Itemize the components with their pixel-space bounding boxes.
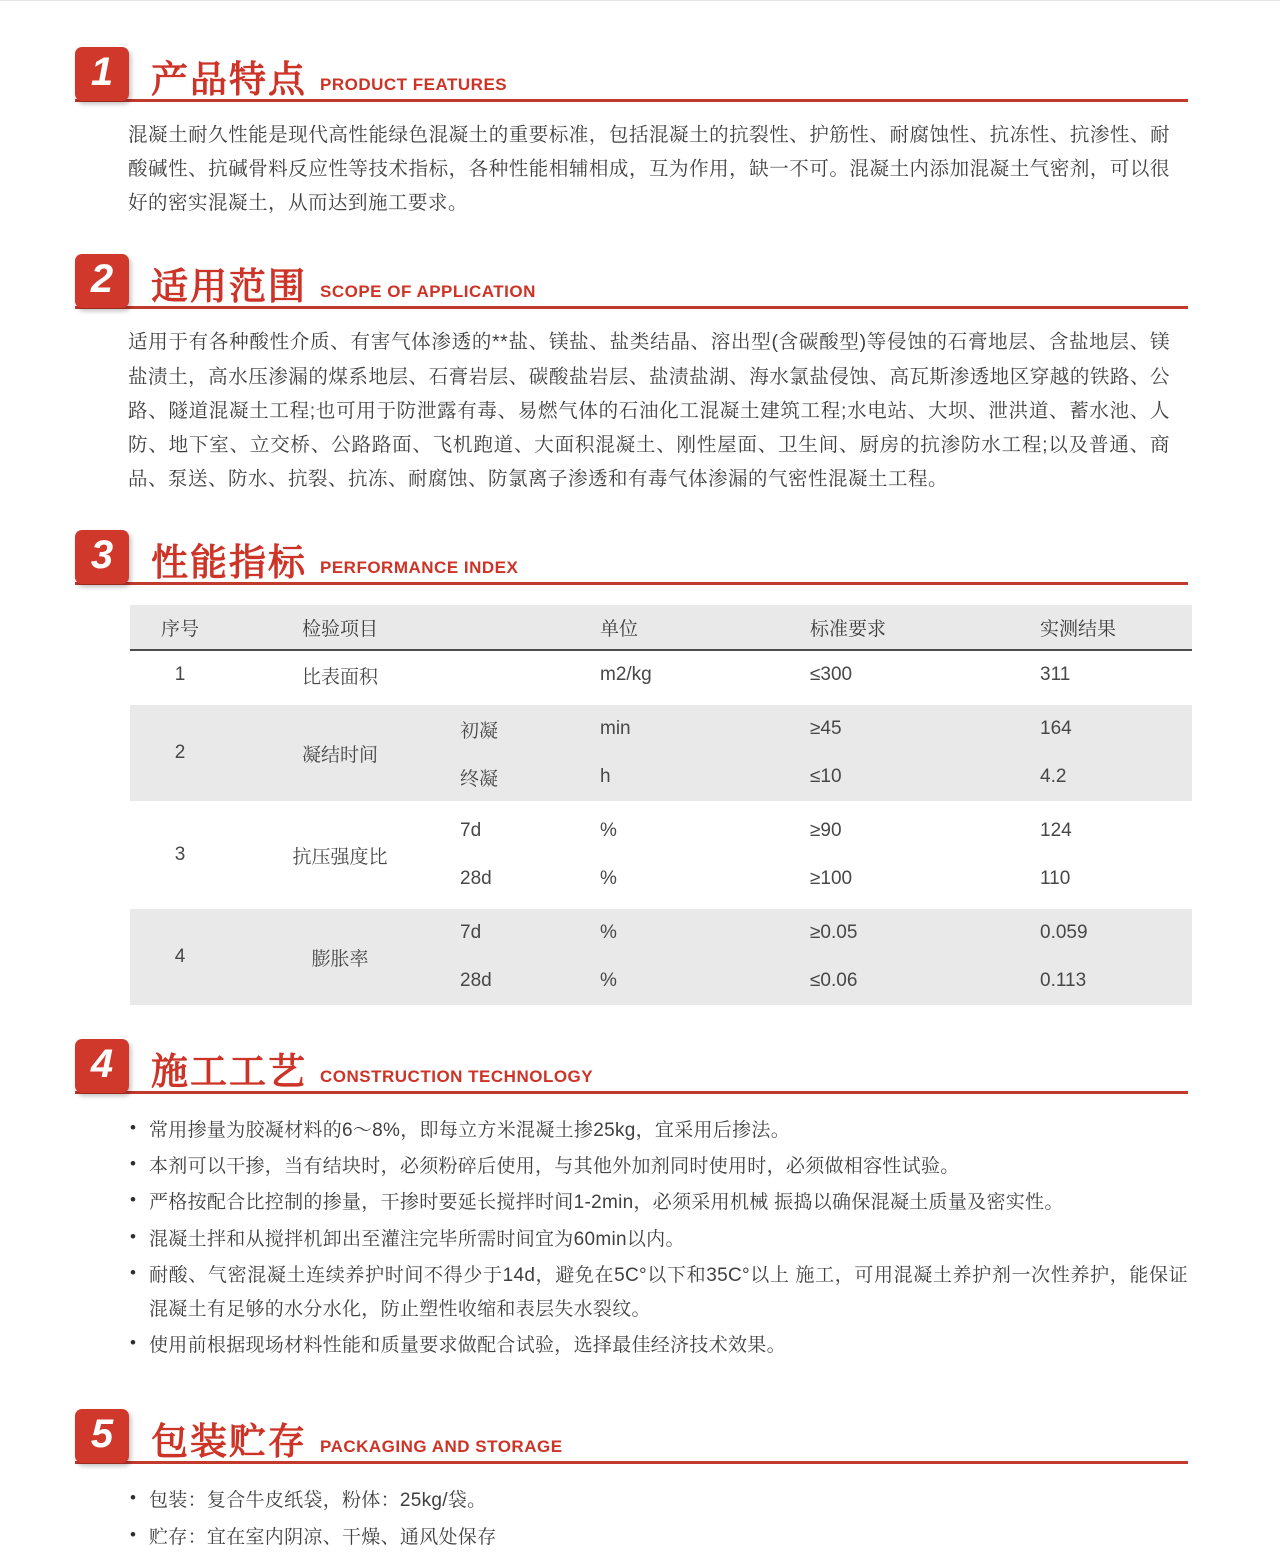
section-number-badge — [75, 47, 129, 101]
cell-unit: % — [600, 868, 617, 889]
bullet-item: • 常用掺量为胶凝材料的6～8%，即每立方米混凝土掺25kg，宜采用后掺法。 — [128, 1114, 1188, 1148]
section-packaging-and-storage — [75, 1409, 1188, 1554]
section-title: 适用范围 — [151, 266, 307, 308]
section-number: 3 — [90, 532, 114, 577]
cell-result: 0.059 — [1040, 922, 1088, 943]
bullet-item: • 使用前根据现场材料性能和质量要求做配合试验，选择最佳经济技术效果。 — [128, 1329, 1188, 1363]
cell-item: 凝结时间 — [301, 744, 378, 766]
section-paragraph: 混凝土耐久性能是现代高性能绿色混凝土的重要标准，包括混凝土的抗裂性、护筋性、耐腐蚀性、抗冻性、抗渗性、耐酸碱性、抗碱骨料反应性等技术指标，各种性能相辅相成，互为作用，缺一不可。混凝土内添加混凝土气密剂，可以很好的密实混凝土，从而达到施工要求。 — [128, 124, 1170, 215]
cell-unit: h — [600, 766, 611, 787]
cell-standard: ≥90 — [810, 820, 842, 841]
cell-unit: % — [600, 820, 617, 841]
section-header-2 — [75, 254, 1188, 309]
section-subtitle-en: CONSTRUCTION TECHNOLOGY — [320, 1067, 594, 1086]
cell-result: 164 — [1040, 718, 1072, 739]
section-number-badge — [75, 530, 129, 584]
section-title: 施工工艺 — [151, 1051, 307, 1092]
section-header-5 — [75, 1409, 1188, 1464]
cell-item: 膨胀率 — [311, 948, 369, 970]
section-number: 2 — [90, 256, 114, 301]
performance-table — [130, 605, 1192, 1005]
cell-standard: ≥0.05 — [810, 922, 858, 943]
section-number-badge — [75, 1039, 129, 1093]
header-cell-unit: 单位 — [600, 618, 639, 640]
cell-unit: % — [600, 922, 617, 943]
section-header-4 — [75, 1039, 1188, 1094]
section-scope-of-application — [75, 254, 1188, 496]
header-cell-item: 检验项目 — [301, 618, 378, 640]
table-row — [130, 705, 1192, 801]
cell-standard: ≤10 — [810, 766, 842, 787]
cell-item: 比表面积 — [301, 666, 378, 688]
cell-standard: ≥45 — [810, 718, 842, 739]
cell-result: 0.113 — [1040, 970, 1087, 991]
section-paragraph: 适用于有各种酸性介质、有害气体渗透的**盐、镁盐、盐类结晶、溶出型(含碳酸型)等侵蚀的石膏地层、含盐地层、镁盐渍土，高水压渗漏的煤系地层、石膏岩层、碳酸盐岩层、盐渍盐湖、海水氯盐侵蚀、高瓦斯渗透地区穿越的铁路、公路、隧道混凝土工程;也可用于防泄露有毒、易燃气体的石油化工混凝土建筑工程;水电站、大坝、泄洪道、蓄水池、人防、地下室、立交桥、公路路面、飞机跑道、大面积混凝土、刚性屋面、卫生间、厨房的抗渗防水工程;以及普通、商品、泵送、防水、抗裂、抗冻、耐腐蚀、防氯离子渗透和有毒气体渗漏的气密性混凝土工程。 — [128, 331, 1170, 490]
bullet-item: • 混凝土拌和从搅拌机卸出至灌注完毕所需时间宜为60min以内。 — [128, 1223, 1188, 1257]
section-performance-index — [75, 530, 1188, 1005]
table-row — [130, 807, 1192, 903]
header-cell-no: 序号 — [160, 618, 199, 640]
cell-result: 4.2 — [1040, 766, 1067, 787]
cell-standard: ≤300 — [810, 664, 853, 685]
section-title: 性能指标 — [151, 542, 307, 583]
section-title: 产品特点 — [151, 59, 307, 100]
header-cell-result: 实测结果 — [1040, 618, 1117, 640]
table-row — [130, 651, 1192, 699]
cell-result: 311 — [1040, 664, 1071, 685]
cell-result: 124 — [1040, 820, 1072, 841]
bullet-list-packaging — [128, 1484, 1188, 1554]
cell-unit: min — [600, 718, 631, 739]
section-subtitle-en: PRODUCT FEATURES — [320, 75, 508, 94]
bullet-item: • 严格按配合比控制的掺量，干掺时要延长搅拌时间1-2min，必须采用机械 振捣以确保混凝土质量及密实性。 — [128, 1186, 1188, 1220]
cell-standard: ≤0.06 — [810, 970, 858, 991]
bullet-item: • 包装：复合牛皮纸袋，粉体：25kg/袋。 — [128, 1484, 1188, 1518]
bullet-item: • 贮存：宜在室内阴凉、干燥、通风处保存 — [128, 1521, 1188, 1555]
cell-unit: m2/kg — [600, 664, 652, 685]
bullet-item: • 本剂可以干掺，当有结块时，必须粉碎后使用，与其他外加剂同时使用时，必须做相容性试验。 — [128, 1150, 1188, 1184]
cell-sub: 终凝 — [460, 768, 499, 790]
cell-no: 1 — [174, 664, 186, 685]
table-row — [130, 909, 1192, 1005]
cell-unit: % — [600, 970, 617, 991]
table-header-row — [130, 605, 1192, 651]
section-number-badge — [75, 1409, 129, 1463]
section-number-badge — [75, 254, 129, 308]
section-subtitle-en: PERFORMANCE INDEX — [320, 558, 519, 577]
section-number: 5 — [90, 1411, 114, 1456]
cell-sub: 7d — [460, 820, 482, 841]
section-number: 1 — [90, 49, 114, 94]
section-header-1 — [75, 47, 1188, 102]
section-construction-technology — [75, 1039, 1188, 1363]
section-title: 包装贮存 — [151, 1421, 307, 1463]
section-header-3 — [75, 530, 1188, 585]
bullet-item: • 耐酸、气密混凝土连续养护时间不得少于14d，避免在5C°以下和35C°以上 施工，可用混凝土养护剂一次性养护，能保证混凝土有足够的水分水化，防止塑性收缩和表层失水裂纹。 — [128, 1259, 1188, 1327]
section-subtitle-en: SCOPE OF APPLICATION — [320, 282, 536, 302]
section-subtitle-en: PACKAGING AND STORAGE — [320, 1437, 563, 1457]
cell-sub: 28d — [460, 970, 492, 991]
cell-standard: ≥100 — [810, 868, 853, 889]
cell-sub: 28d — [460, 868, 492, 889]
cell-no: 2 — [174, 742, 186, 763]
header-cell-standard: 标准要求 — [810, 618, 887, 640]
cell-no: 3 — [174, 844, 186, 865]
cell-sub: 初凝 — [460, 720, 499, 742]
section-number: 4 — [90, 1041, 114, 1086]
bullet-list-construction — [128, 1114, 1188, 1363]
cell-sub — [450, 651, 600, 699]
section-product-features — [75, 47, 1188, 220]
cell-no: 4 — [174, 946, 186, 967]
cell-result: 110 — [1040, 868, 1071, 889]
cell-sub: 7d — [460, 922, 482, 943]
cell-item: 抗压强度比 — [292, 846, 388, 868]
